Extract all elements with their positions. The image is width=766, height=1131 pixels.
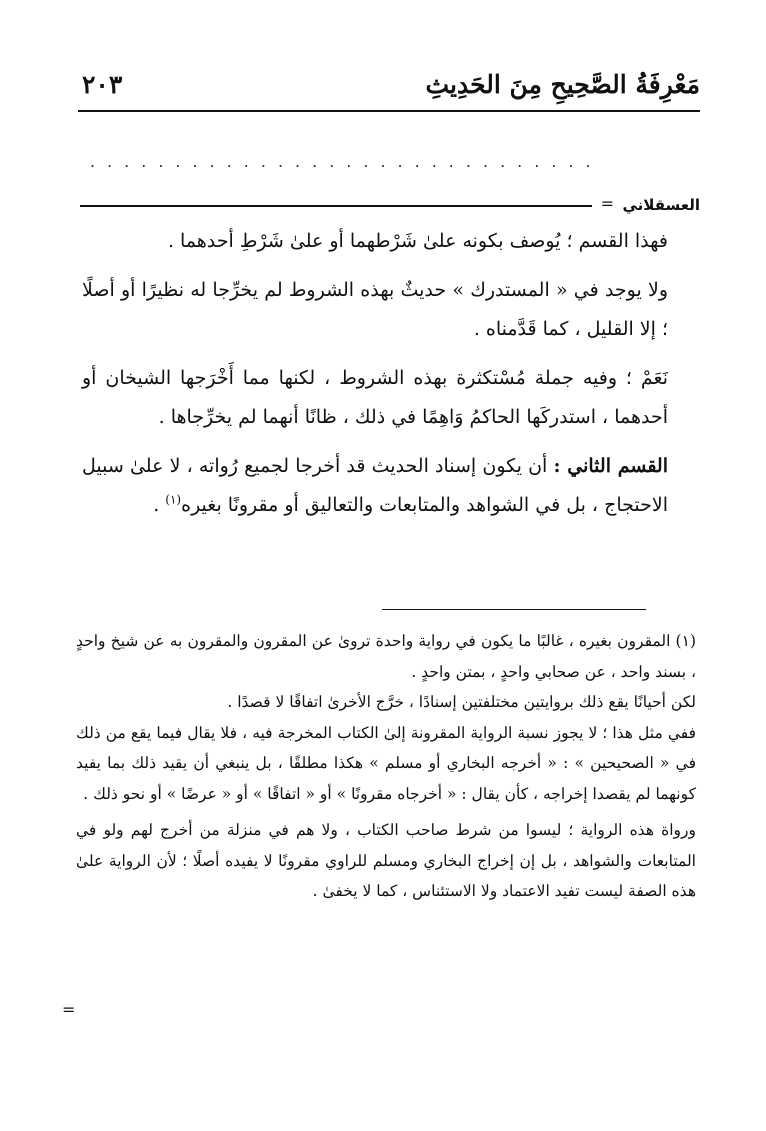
paragraph-3: نَعَمْ ؛ وفيه جملة مُسْتكثرة بهذه الشروط ، لكنها مما أَخْرَجها الشيخان أو أحدهما ، استدركَها الحاكمُ وَاهِمًا في ذلك ، ظانًا أنهما لم يخرِّجاها . <box>82 367 668 428</box>
paragraph-1: فهذا القسم ؛ يُوصف بكونه علىٰ شَرْطهما أو علىٰ شَرْطِ أحدهما . <box>167 230 668 252</box>
footnote-1: (١) المقرون بغيره ، غالبًا ما يكون في رواية واحدة تروىٰ عن المقرون والمقرون به عن شيخ واحدٍ ، بسند واحد ، عن صحابي واحدٍ ، بمتن واحدٍ . <box>76 632 696 681</box>
page-number: ٢٠٣ <box>82 70 123 99</box>
paragraph-4-text: أن يكون إسناد الحديث قد أخرجا لجميع رُواته ، لا علىٰ سبيل الاحتجاج ، بل في الشواهد والمتابعات والتعاليق أو مقرونًا بغيره <box>82 455 668 516</box>
footnote-3: ففي مثل هذا ؛ لا يجوز نسبة الرواية المقرونة إلىٰ الكتاب المخرجة فيه ، فلا يقال فيما يقع من ذلك في « الصحيحين » : « أخرجه البخاري أو مسلم » هكذا مطلقًا ، بل ينبغي أن يقيد ذلك بما يفيد كونهما لم يقصدا إخراجه ، كأن يقال : « أخرجاه مقرونًا » أو « اتفاقًا » أو « عرضًا » أو نحو ذلك . <box>76 723 696 803</box>
header-title: مَعْرِفَةُ الصَّحِيحِ مِنَ الحَدِيثِ <box>425 70 700 99</box>
footnotes <box>76 626 696 907</box>
commentator-rule <box>80 205 592 207</box>
running-header <box>78 66 700 112</box>
paragraph-4 <box>82 447 668 525</box>
paragraph-4-end: . <box>153 494 160 516</box>
footnote-2: لكن أحيانًا يقع ذلك بروايتين مختلفتين إسنادًا ، خرَّج الأخرىٰ اتفاقًا لا قصدًا . <box>227 693 696 711</box>
commentator-name: العسقلاني <box>622 196 700 214</box>
section-heading: القسم الثاني : <box>553 455 668 477</box>
footnote-ref: (١) <box>165 492 182 507</box>
footnote-separator <box>382 609 646 610</box>
footnote-4: ورواة هذه الرواية ؛ ليسوا من شرط صاحب الكتاب ، ولا هم في منزلة من أخرج لهم ولو في المتابعات والشواهد ، بل إن إخراج البخاري ومسلم للراوي مقرونًا لا يفيده أصلًا ؛ لأن الرواية علىٰ هذه الصفة ليست تفيد الاعتماد ولا الاستئناس ، كما لا يخفىٰ . <box>76 821 696 900</box>
commentator-mark: = <box>600 194 614 213</box>
omission-dots: .............................. <box>90 152 603 171</box>
continuation-mark: = <box>62 1000 76 1019</box>
main-text <box>82 222 668 535</box>
paragraph-2: ولا يوجد في « المستدرك » حديثٌ بهذه الشروط لم يخرِّجا له نظيرًا أو أصلًا ؛ إلا القليل ، كما قَدَّمناه . <box>82 279 668 340</box>
commentator-row <box>80 196 700 218</box>
